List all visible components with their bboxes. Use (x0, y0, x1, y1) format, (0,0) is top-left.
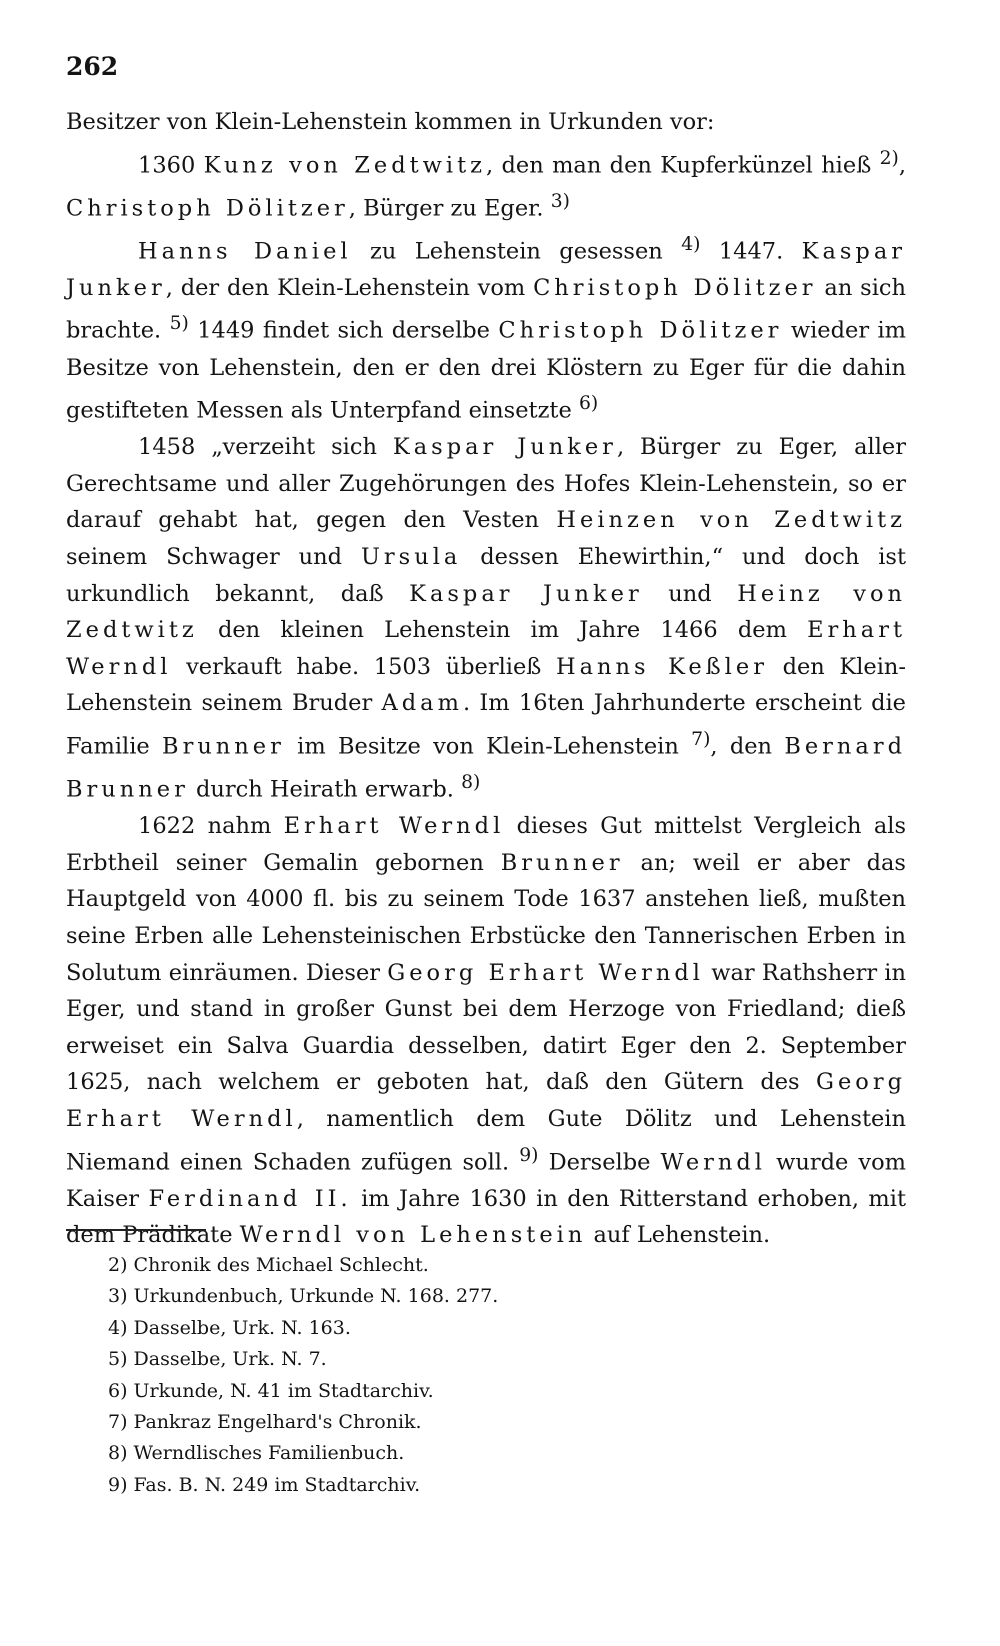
person-name: Christoph Dölitzer (498, 317, 783, 344)
text: 1447. (700, 238, 802, 265)
text: , den man den Kupferkünzel hieß (486, 152, 880, 179)
text: , den (710, 733, 785, 760)
person-name: Kaspar Junker (409, 580, 643, 607)
text: 1360 (138, 152, 204, 179)
footnote-ref: 4) (681, 233, 701, 255)
page-number: 262 (66, 52, 119, 81)
text: und (642, 580, 738, 607)
person-name: Georg Erhart Werndl (66, 1069, 906, 1132)
person-name: Georg Erhart Werndl (387, 959, 704, 986)
footnote: 7) Pankraz Engelhard's Chronik. (108, 1411, 422, 1434)
person-name: Hanns Keßler (555, 653, 768, 680)
footnote: 3) Urkundenbuch, Urkunde N. 168. 277. (108, 1285, 499, 1308)
text: verkauft habe. 1503 überließ (171, 653, 556, 680)
person-name: Heinzen von Zedtwitz (556, 507, 906, 534)
text: seinem Schwager und (66, 544, 361, 571)
person-name: Erhart Werndl (66, 617, 906, 680)
person-name: Adam (381, 690, 463, 717)
text: zu Lehenstein gesessen (351, 238, 682, 265)
person-name: Ferdinand II. (148, 1185, 352, 1212)
text: den Klein-Lehenstein seinem Bruder (66, 653, 906, 717)
text: den kleinen Lehenstein im Jahre 1466 dem (197, 617, 808, 644)
text: 1622 nahm (138, 813, 284, 840)
text: , Bürger zu Eger. (348, 195, 551, 222)
footnote-ref: 7) (691, 729, 711, 750)
text: . Im 16ten Jahrhunderte erscheint die Familie (66, 690, 906, 760)
paragraph (66, 141, 906, 227)
footnote-divider (66, 1229, 206, 1231)
footnote: 6) Urkunde, N. 41 im Stadtarchiv. (108, 1379, 434, 1402)
footnote: 2) Chronik des Michael Schlecht. (108, 1254, 429, 1276)
person-name: Hanns Daniel (138, 238, 352, 265)
footnote-ref: 3) (550, 190, 570, 212)
paragraph (66, 104, 906, 141)
text: , (898, 152, 906, 179)
person-name: Werndl (660, 1149, 766, 1176)
person-name: Ursula (360, 544, 462, 571)
footnote-ref: 9) (519, 1144, 539, 1166)
footnote-ref: 8) (461, 772, 481, 794)
person-name: Christoph Dölitzer (66, 195, 349, 222)
text: an; weil er aber das Hauptgeld von 4000 fl. bis zu seinem Tode 1637 anstehen ließ, mußten seine Erben alle Lehensteinischen Erbstücke den Tannerischen Erben in Solutum einräumen. Dieser (66, 849, 906, 986)
text: Besitzer von Klein-Lehenstein kommen in Urkunden vor: (66, 109, 715, 135)
paragraph (66, 429, 906, 808)
person-name: Erhart Werndl (283, 813, 505, 840)
paragraph (66, 227, 906, 429)
footnotes (108, 1250, 728, 1501)
body-text (66, 104, 906, 1254)
person-name: Kunz von Zedtwitz (203, 152, 486, 179)
text: dessen Ehewirthin,“ und doch ist urkundlich bekannt, daß (66, 544, 906, 607)
person-name: Kaspar Junker (392, 434, 617, 461)
text: 1449 findet sich derselbe (188, 317, 499, 344)
footnote: 5) Dasselbe, Urk. N. 7. (108, 1348, 327, 1371)
text: an sich brachte. (66, 274, 906, 344)
text: war Rathsherr in Eger, und stand in großer Gunst bei dem Herzoge von Friedland; dieß erweiset ein Salva Guardia desselben, datirt Eger den 2. September 1625, nach welchem er geboten hat, daß den Gütern des (66, 959, 906, 1096)
text: wieder im Besitze von Lehenstein, den er den drei Klöstern zu Eger für die dahin gestifteten Messen als Unterpfand einsetzte (66, 317, 906, 424)
person-name: Christoph Dölitzer (533, 274, 817, 301)
person-name: Brunner (162, 733, 285, 760)
footnote: 8) Werndlisches Familienbuch. (108, 1442, 405, 1465)
footnote-ref: 6) (578, 393, 599, 415)
text: im Besitze von Klein-Lehenstein (284, 733, 692, 760)
person-name: Heinz von Zedtwitz (66, 580, 906, 644)
text: , namentlich dem Gute Dölitz und Lehenstein Niemand einen Schaden zufügen soll. (66, 1105, 906, 1176)
text: Derselbe (538, 1149, 661, 1176)
text: , Bürger zu Eger, aller Gerechtsame und aller Zugehörungen des Hofes Klein-Lehenstein, so er darauf gehabt hat, gegen den Vesten (66, 434, 906, 534)
text: im Jahre 1630 in den Ritterstand erhoben, mit dem Prädikate (66, 1185, 906, 1249)
person-name: Bernard Brunner (66, 733, 906, 803)
person-name: Brunner (500, 849, 624, 876)
text: durch Heirath erwarb. (188, 776, 462, 803)
footnote-ref: 5) (169, 313, 189, 335)
footnote: 9) Fas. B. N. 249 im Stadtarchiv. (108, 1473, 421, 1496)
person-name: Kaspar Junker (66, 238, 906, 301)
text: dieses Gut mittelst Vergleich als Erbtheil seiner Gemalin gebornen (66, 813, 907, 876)
person-name: Werndl von Lehenstein (239, 1222, 587, 1249)
text: 1458 „verzeiht sich (138, 434, 393, 461)
footnote-ref: 2) (879, 147, 899, 169)
paragraph (66, 808, 906, 1254)
text: auf Lehenstein. (586, 1222, 771, 1249)
text: wurde vom Kaiser (66, 1149, 906, 1212)
footnote: 4) Dasselbe, Urk. N. 163. (108, 1316, 351, 1339)
text: , der den Klein-Lehenstein vom (165, 274, 534, 301)
